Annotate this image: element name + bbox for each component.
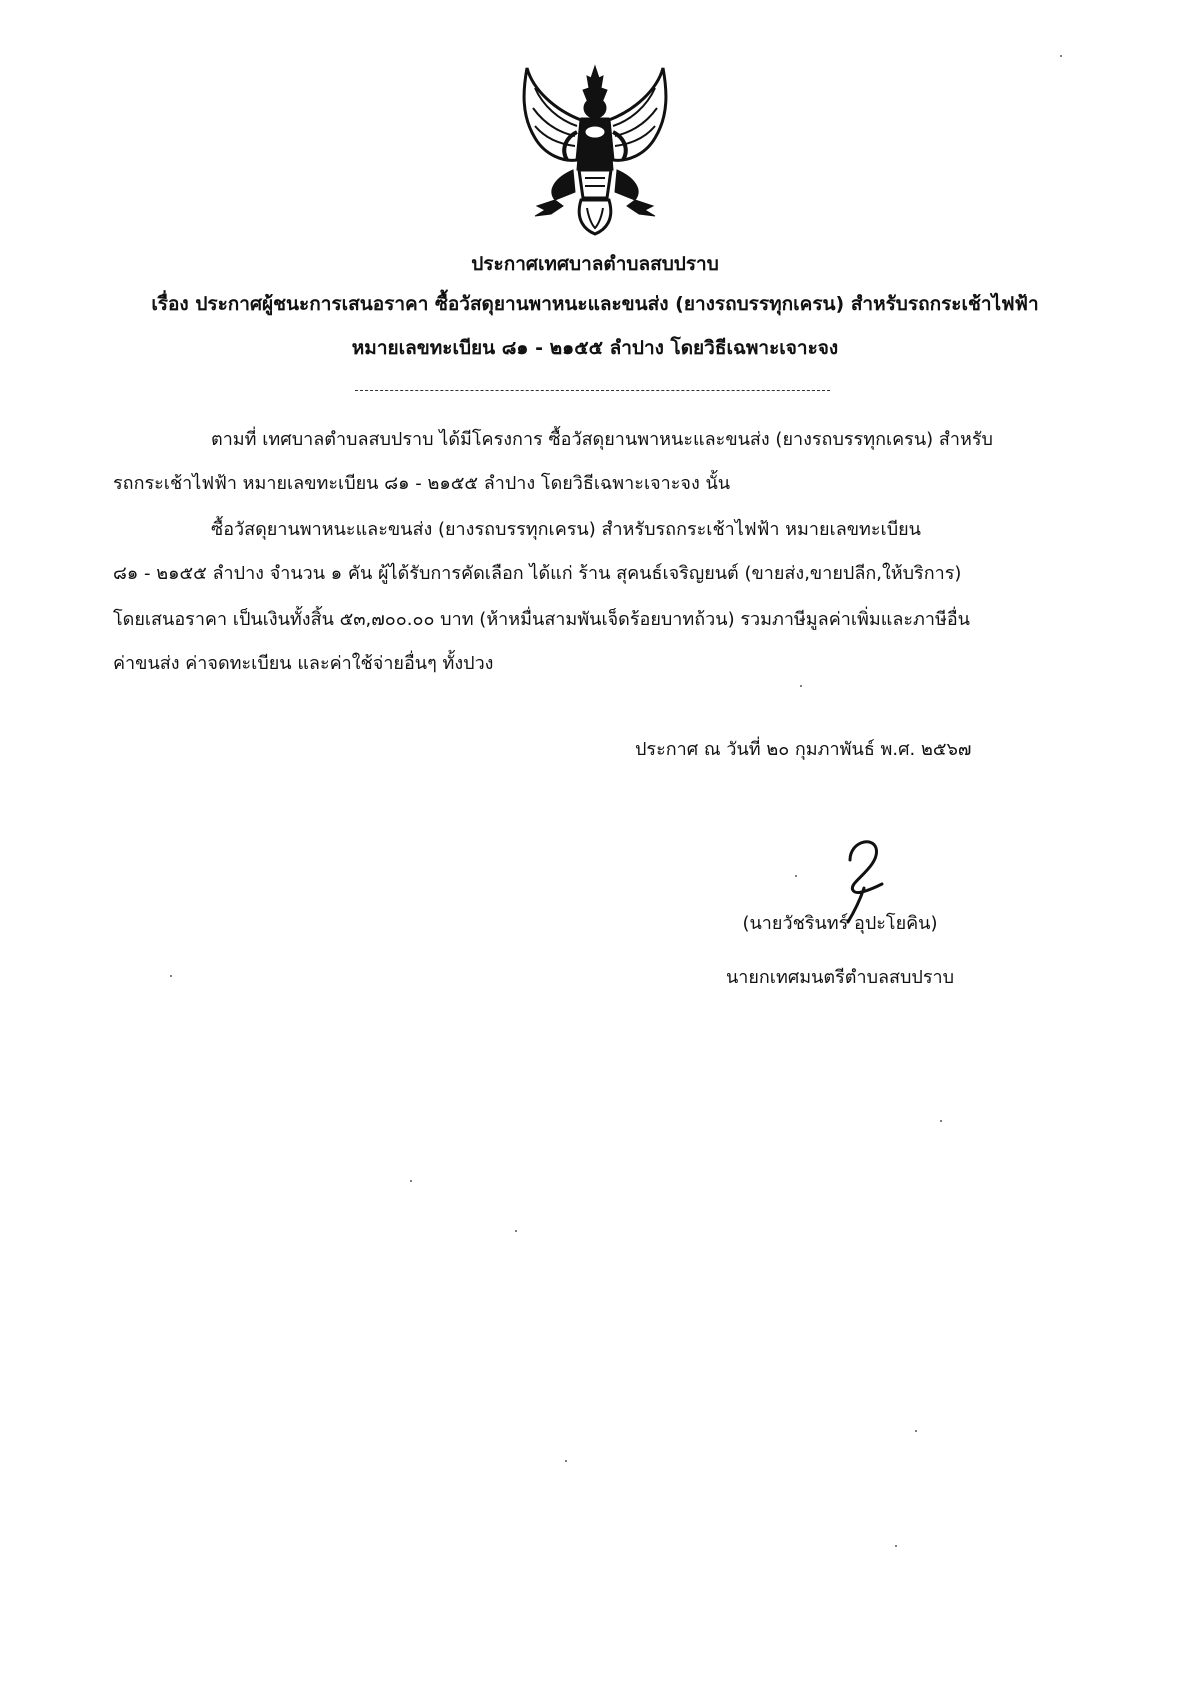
scan-speck [410, 1180, 412, 1182]
signer-name: (นายวัชรินทร์ อุปะโยคิน) [742, 913, 938, 934]
heading-subject-line2: หมายเลขทะเบียน ๘๑ - ๒๑๕๕ ลำปาง โดยวิธีเฉพาะเจาะจง [351, 337, 839, 359]
paragraph2-line1: ซื้อวัสดุยานพาหนะและขนส่ง (ยางรถบรรทุกเครน) สำหรับรถกระเช้าไฟฟ้า หมายเลขทะเบียน [211, 519, 921, 540]
heading-separator [355, 390, 830, 391]
scan-speck [800, 685, 802, 687]
scan-speck [170, 975, 172, 977]
scan-speck [565, 1460, 567, 1462]
scan-speck [1060, 55, 1062, 57]
paragraph2-line3: โดยเสนอราคา เป็นเงินทั้งสิ้น ๕๓,๗๐๐.๐๐ บาท (ห้าหมื่นสามพันเจ็ดร้อยบาทถ้วน) รวมภาษีมูลค่าเพิ่มและภาษีอื่น [113, 609, 970, 630]
paragraph2-line2: ๘๑ - ๒๑๕๕ ลำปาง จำนวน ๑ คัน ผู้ได้รับการคัดเลือก ได้แก่ ร้าน สุคนธ์เจริญยนต์ (ขายส่ง,ขายปลีก,ให้บริการ) [113, 563, 962, 584]
scan-speck [795, 875, 797, 877]
heading-authority: ประกาศเทศบาลตำบลสบปราบ [471, 253, 719, 275]
garuda-emblem-icon [515, 60, 675, 238]
signer-title: นายกเทศมนตรีตำบลสบปราบ [725, 967, 955, 988]
scan-speck [515, 1230, 517, 1232]
paragraph1-line1: ตามที่ เทศบาลตำบลสบปราบ ได้มีโครงการ ซื้อวัสดุยานพาหนะและขนส่ง (ยางรถบรรทุกเครน) สำหรับ [211, 429, 993, 450]
scan-speck [915, 1430, 917, 1432]
scan-speck [940, 1120, 942, 1122]
paragraph2-line4: ค่าขนส่ง ค่าจดทะเบียน และค่าใช้จ่ายอื่นๆ ทั้งปวง [113, 653, 494, 674]
scan-speck [895, 1545, 897, 1547]
heading-subject-line1: เรื่อง ประกาศผู้ชนะการเสนอราคา ซื้อวัสดุยานพาหนะและขนส่ง (ยางรถบรรทุกเครน) สำหรับรถกระเช้าไฟฟ้า [151, 293, 1039, 315]
announcement-date: ประกาศ ณ วันที่ ๒๐ กุมภาพันธ์ พ.ศ. ๒๕๖๗ [635, 739, 972, 760]
paragraph1-line2: รถกระเช้าไฟฟ้า หมายเลขทะเบียน ๘๑ - ๒๑๕๕ ลำปาง โดยวิธีเฉพาะเจาะจง นั้น [113, 473, 731, 494]
